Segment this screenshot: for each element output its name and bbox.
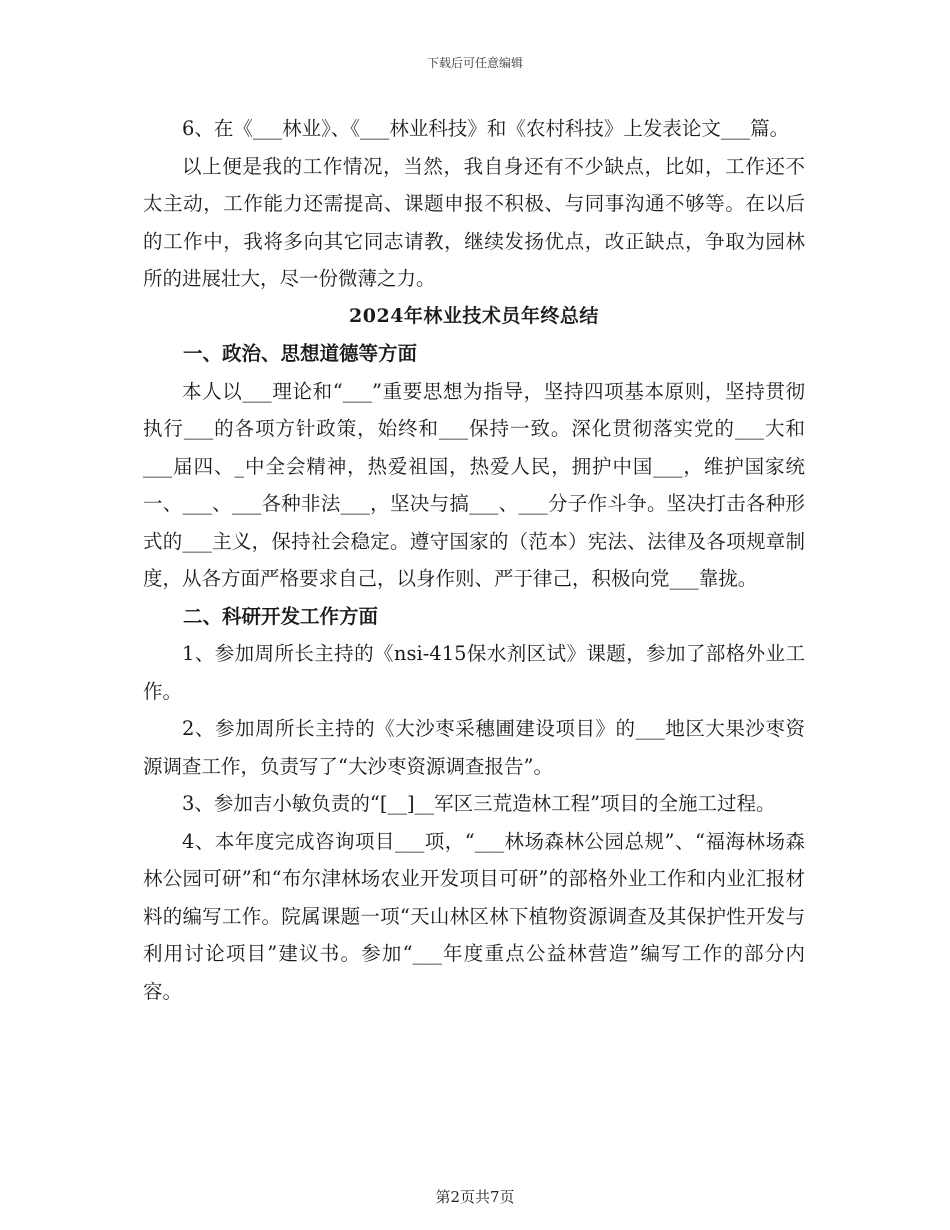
section-heading: 二、科研开发工作方面	[183, 604, 379, 628]
list-item: 1、参加周所长主持的《nsi-415保水剂区试》课题，参加了部格外业工作。	[143, 642, 805, 703]
page-footer: 第2页共7页	[435, 1188, 515, 1206]
document-body	[143, 110, 805, 1010]
section-heading: 一、政治、思想道德等方面	[183, 342, 418, 365]
paragraph: 以上便是我的工作情况，当然，我自身还有不少缺点，比如，工作还不太主动，工作能力还需提高、课题申报不积极、与同事沟通不够等。在以后的工作中，我将多向其它同志请教，继续发扬优点，改正缺点，争取为园林所的进展壮大，尽一份微薄之力。	[143, 154, 805, 290]
paragraph: 6、在《___林业》、《___林业科技》和《农村科技》上发表论文___篇。	[182, 117, 790, 140]
list-item: 3、参加吉小敏负责的“[__]__军区三荒造林工程”项目的全施工过程。	[182, 792, 776, 815]
paragraph: 本人以___理论和“___”重要思想为指导，坚持四项基本原则，坚持贯彻执行___的各项方针政策，始终和___保持一致。深化贯彻落实党的___大和___届四、_中全会精神，热爱祖国，热爱人民，拥护中国___，维护国家统一、___、___各种非法___，坚决与搞___、___分子作斗争。坚决打击各种形式的___主义，保持社会稳定。遵守国家的（范本）宪法、法律及各项规章制度，从各方面严格要求自己，以身作则、严于律己，积极向党___靠拢。	[143, 379, 805, 590]
document-title: 2024年林业技术员年终总结	[349, 304, 599, 327]
list-item: 4、本年度完成咨询项目___项，“___林场森林公园总规”、“福海林场森林公园可研”和“布尔津林场农业开发项目可研”的部格外业工作和内业汇报材料的编写工作。院属课题一项“天山林区林下植物资源调查及其保护性开发与利用讨论项目”建议书。参加“___年度重点公益林营造”编写工作的部分内容。	[143, 829, 805, 1003]
page-header: 下载后可任意编辑	[426, 56, 523, 70]
list-item: 2、参加周所长主持的《大沙枣采穗圃建设项目》的___地区大果沙枣资源调查工作，负责写了“大沙枣资源调查报告”。	[143, 717, 805, 778]
